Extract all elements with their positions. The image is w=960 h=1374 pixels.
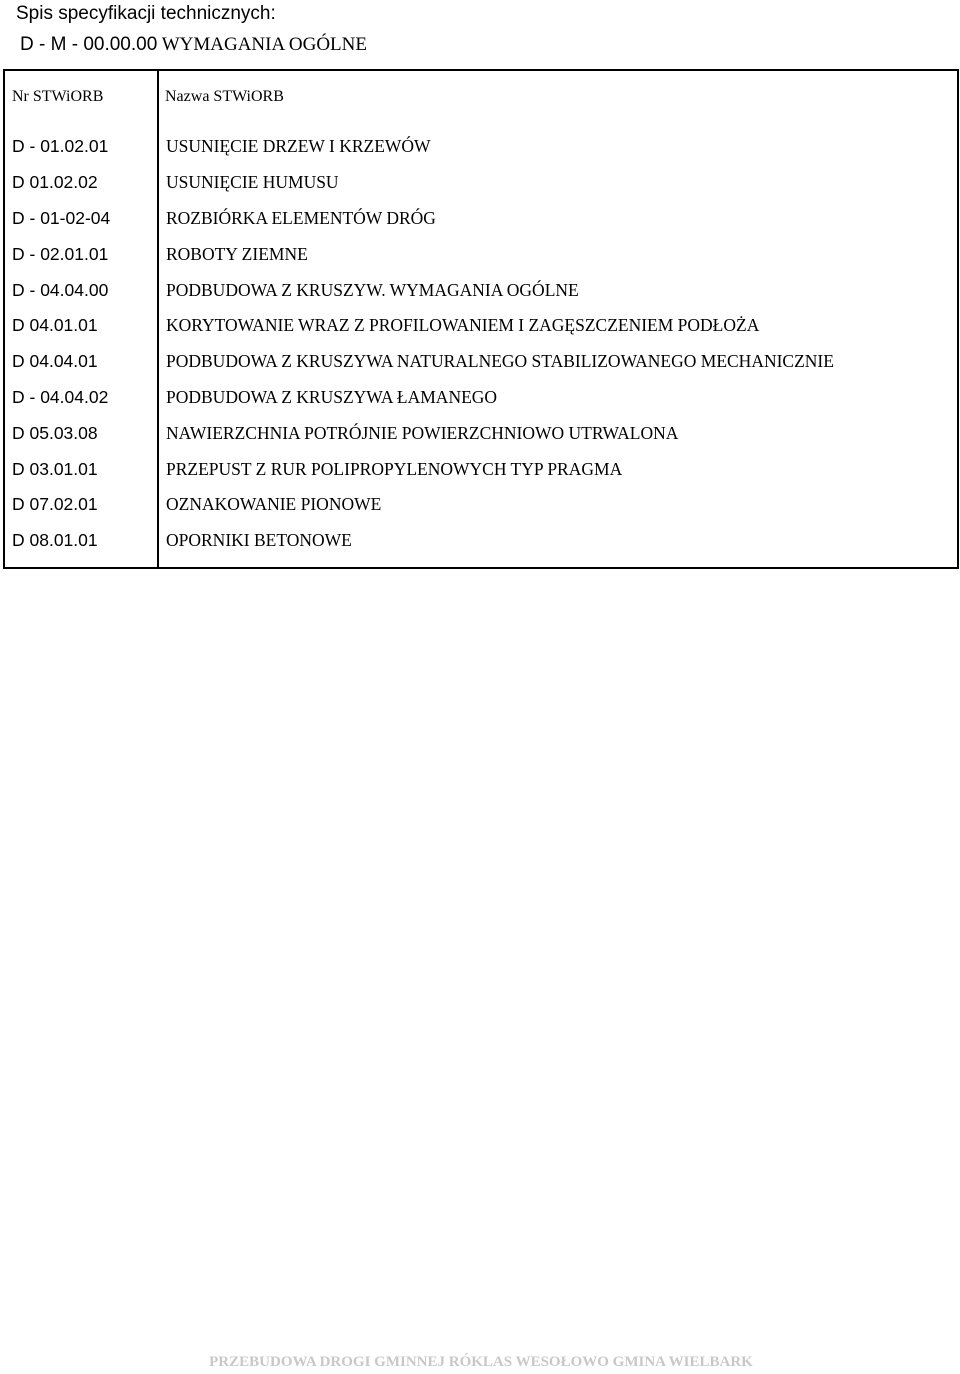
footer-text: PRZEBUDOWA DROGI GMINNEJ RÓKLAS WESOŁOWO GMINA WIELBARK [209,1354,753,1370]
table-row [5,165,957,201]
table-row [5,523,957,559]
table-row [5,451,957,487]
row-code: D 01.02.02 [5,165,159,201]
table-row [5,344,957,380]
table-bottom-spacer [5,559,957,567]
table-row [5,308,957,344]
table-row [5,236,957,272]
document-title: Spis specyfikacji technicznych: [16,3,276,24]
row-name: PODBUDOWA Z KRUSZYWA ŁAMANEGO [166,386,498,407]
table-row [5,129,957,165]
header-code: Nr STWiORB [5,71,159,129]
table-header-row [5,71,957,129]
general-requirements-heading [20,33,367,57]
row-code: D 05.03.08 [5,415,159,451]
table-row [5,380,957,416]
row-code: D 08.01.01 [5,523,159,559]
row-code: D - 02.01.01 [5,236,159,272]
row-code: D 04.04.01 [5,344,159,380]
table-row [5,415,957,451]
row-name: PRZEPUST Z RUR POLIPROPYLENOWYCH TYP PRAGMA [166,458,623,479]
row-name: ROBOTY ZIEMNE [166,243,308,264]
page-footer [0,1354,960,1371]
row-name: PODBUDOWA Z KRUSZYW. WYMAGANIA OGÓLNE [166,279,579,300]
row-code: D - 01.02.01 [5,129,159,165]
header-name: Nazwa STWiORB [165,88,284,105]
row-code: D - 04.04.00 [5,272,159,308]
table-row [5,201,957,237]
row-code: D 03.01.01 [5,451,159,487]
row-name: KORYTOWANIE WRAZ Z PROFILOWANIEM I ZAGĘSZCZENIEM PODŁOŻA [166,315,760,336]
row-name: ROZBIÓRKA ELEMENTÓW DRÓG [166,207,436,228]
general-requirements-name: WYMAGANIA OGÓLNE [161,34,367,55]
row-name: NAWIERZCHNIA POTRÓJNIE POWIERZCHNIOWO UTRWALONA [166,422,679,443]
row-name: USUNIĘCIE HUMUSU [166,172,339,193]
table-row [5,487,957,523]
row-name: OPORNIKI BETONOWE [166,530,352,551]
row-code: D 04.01.01 [5,308,159,344]
spacer-name-cell [159,559,957,567]
spacer-code-cell [5,559,159,567]
row-code: D - 01-02-04 [5,201,159,237]
row-name: OZNAKOWANIE PIONOWE [166,494,382,515]
row-name: USUNIĘCIE DRZEW I KRZEWÓW [166,136,431,157]
row-code: D 07.02.01 [5,487,159,523]
specifications-table [3,69,959,569]
row-name: PODBUDOWA Z KRUSZYWA NATURALNEGO STABILIZOWANEGO MECHANICZNIE [166,351,834,372]
row-code: D - 04.04.02 [5,380,159,416]
general-requirements-code: D - M - 00.00.00 [20,34,158,55]
table-row [5,272,957,308]
